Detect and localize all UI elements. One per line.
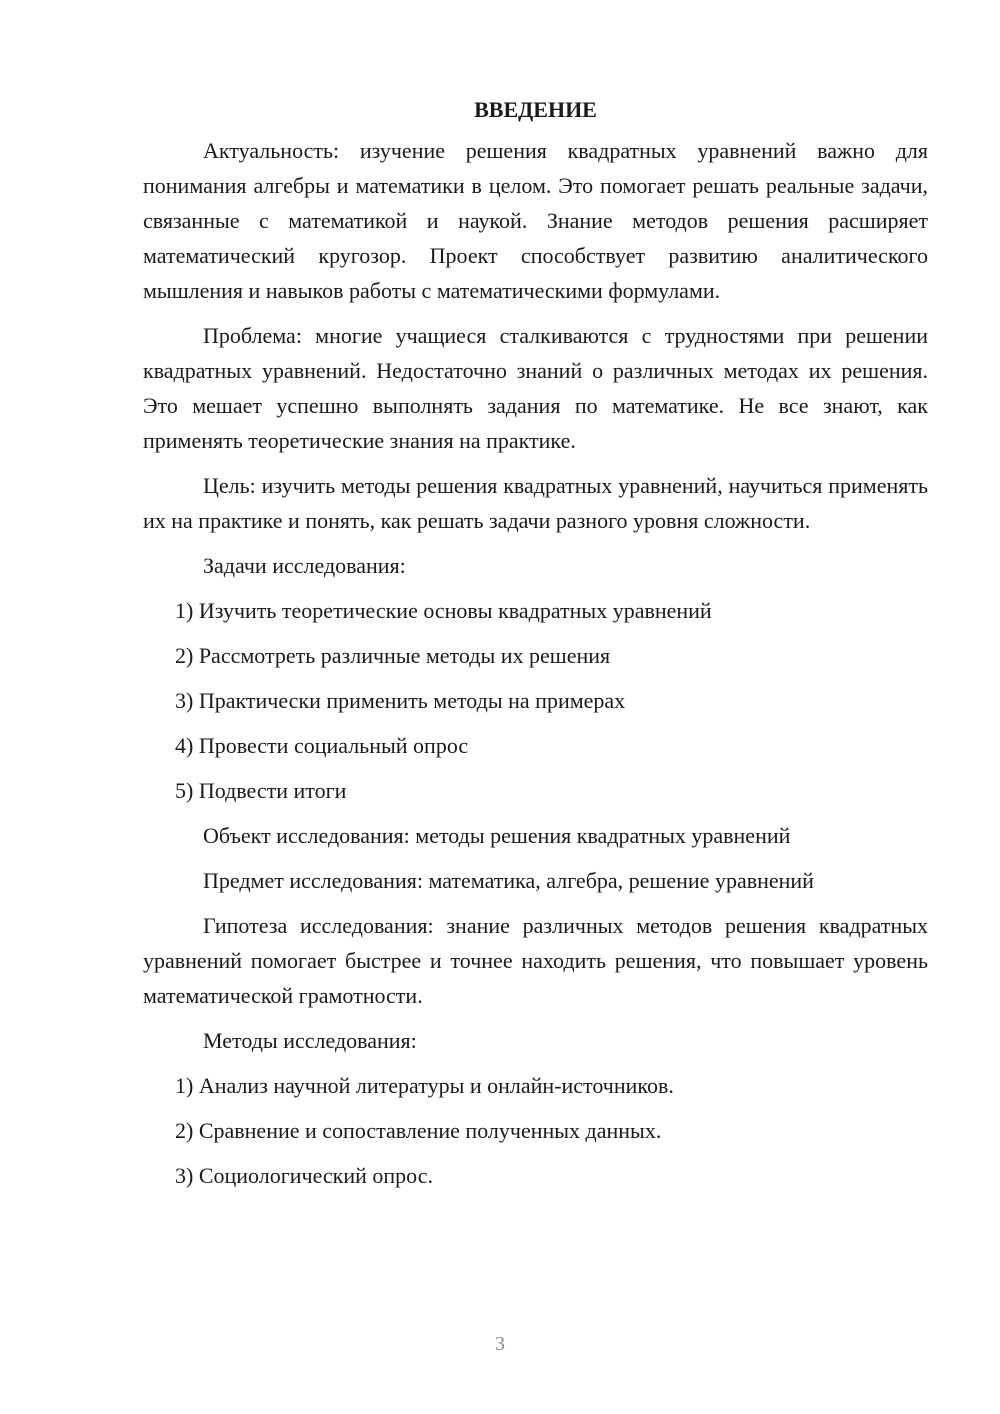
- tasks-list: [143, 593, 928, 808]
- tasks-heading: Задачи исследования:: [203, 553, 406, 578]
- goal-paragraph: Цель: изучить методы решения квадратных уравнений, научиться применять их на практике и понять, как решать задачи разного уровня сложности.: [143, 473, 928, 533]
- page-content: [143, 92, 928, 1203]
- page-number: 3: [495, 1333, 505, 1355]
- list-item: 1) Анализ научной литературы и онлайн-источников.: [175, 1073, 674, 1098]
- relevance-paragraph: Актуальность: изучение решения квадратных уравнений важно для понимания алгебры и математики в целом. Это помогает решать реальные задачи, связанные с математикой и наукой. Знание методов решения расширяет математический кругозор. Проект способствует развитию аналитического мышления и навыков работы с математическими формулами.: [143, 138, 928, 303]
- research-subject: Предмет исследования: математика, алгебра, решение уравнений: [203, 868, 814, 893]
- page-title: ВВЕДЕНИЕ: [474, 97, 597, 122]
- list-item: 2) Рассмотреть различные методы их решения: [175, 643, 611, 668]
- problem-paragraph: Проблема: многие учащиеся сталкиваются с трудностями при решении квадратных уравнений. Недостаточно знаний о различных методах их решения. Это мешает успешно выполнять задания по математике. Не все знают, как применять теоретические знания на практике.: [143, 323, 928, 453]
- hypothesis-paragraph: Гипотеза исследования: знание различных методов решения квадратных уравнений помогает быстрее и точнее находить решения, что повышает уровень математической грамотности.: [143, 913, 928, 1008]
- list-item: 3) Социологический опрос.: [175, 1163, 433, 1188]
- list-item: 5) Подвести итоги: [175, 778, 347, 803]
- list-item: 3) Практически применить методы на примерах: [175, 688, 626, 713]
- methods-list: [143, 1068, 928, 1193]
- list-item: 4) Провести социальный опрос: [175, 733, 469, 758]
- research-object: Объект исследования: методы решения квадратных уравнений: [203, 823, 791, 848]
- list-item: 1) Изучить теоретические основы квадратных уравнений: [175, 598, 712, 623]
- methods-heading: Методы исследования:: [203, 1028, 417, 1053]
- list-item: 2) Сравнение и сопоставление полученных данных.: [175, 1118, 662, 1143]
